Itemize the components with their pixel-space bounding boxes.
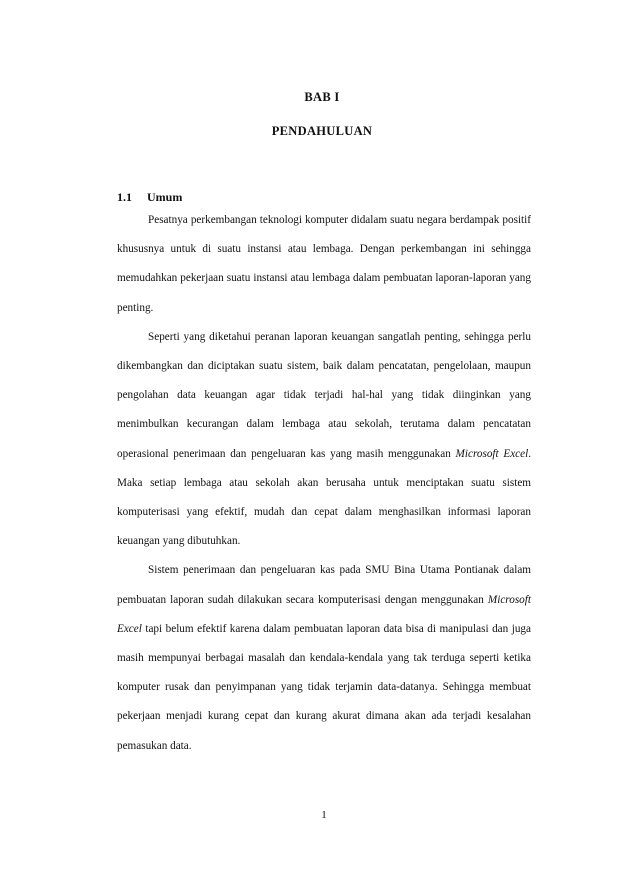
paragraph-3-text-b: tapi belum efektif karena dalam pembuatan laporan data bisa di manipulasi dan juga masih mempunyai berbagai masalah dan kendala-kendala yang tak terduga seperti ketika komputer rusak dan penyimpanan yang tidak terjamin data-datanya. Sehingga membuat pekerjaan menjadi kurang cepat dan kurang akurat dimana akan ada terjadi kesalahan pemasukan data. (117, 622, 531, 752)
paragraph-2-text-b: . Maka setiap lembaga atau sekolah akan berusaha untuk menciptakan suatu sistem komputerisasi yang efektif, mudah dan cepat dalam menghasilkan informasi laporan keuangan yang dibutuhkan. (117, 447, 532, 548)
paragraph-2-software-name: Microsoft Excel (455, 447, 529, 460)
paragraph-2-text-a: Seperti yang diketahui peranan laporan keuangan sangatlah penting, sehingga perlu dikembangkan dan diciptakan suatu sistem, baik dalam pencatatan, pengelolaan, maupun pengolahan data keuangan agar tidak terjadi hal-hal yang tidak diinginkan yang menimbulkan kecurangan dalam lembaga atau sekolah, terutama dalam pencatatan operasional penerimaan dan pengeluaran kas yang masih menggunakan (117, 330, 531, 460)
section-title: Umum (147, 190, 183, 204)
paragraph-3-text-a: Sistem penerimaan dan pengeluaran kas pada SMU Bina Utama Pontianak dalam pembuatan laporan sudah dilakukan secara komputerisasi dengan menggunakan (117, 564, 531, 606)
body-text (117, 206, 531, 761)
paragraph-3-software-name: Microsoft Excel (117, 593, 531, 635)
chapter-number: BAB I (304, 90, 340, 104)
section-heading (117, 190, 182, 205)
paragraph-1 (117, 206, 531, 323)
chapter-title: PENDAHULUAN (271, 124, 373, 138)
paragraph-1-text: Pesatnya perkembangan teknologi komputer didalam suatu negara berdampak positif khususnya untuk di suatu instansi atau lembaga. Dengan perkembangan ini sehingga memudahkan pekerjaan suatu instansi atau lembaga dalam pembuatan laporan-laporan yang penting. (117, 214, 531, 314)
page-number: 1 (321, 809, 327, 821)
paragraph-3 (117, 556, 531, 760)
paragraph-2 (117, 323, 531, 557)
section-number: 1.1 (117, 190, 132, 204)
